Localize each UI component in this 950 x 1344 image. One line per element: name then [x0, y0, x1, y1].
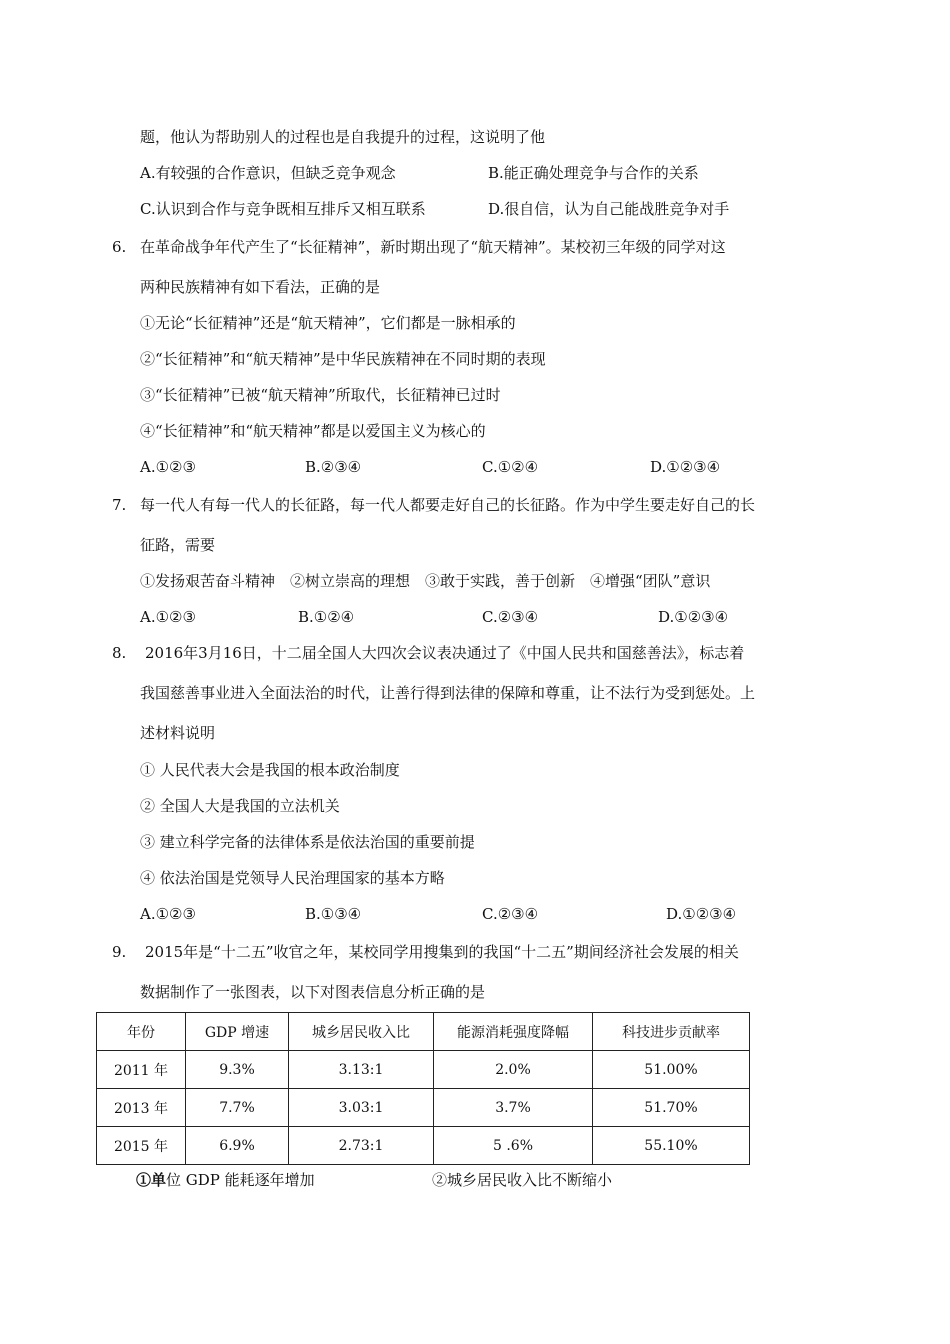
q5-option-d: D.很自信，认为自己能战胜竞争对手: [488, 200, 730, 218]
q6-statement-1: ①无论“长征精神”还是“航天精神”，它们都是一脉相承的: [140, 314, 516, 332]
table-row: [97, 1051, 750, 1089]
q9-stem-line2: 数据制作了一张图表，以下对图表信息分析正确的是: [140, 983, 486, 1001]
q8-statement-2: ② 全国人大是我国的立法机关: [140, 797, 340, 815]
q5-option-a: A.有较强的合作意识，但缺乏竞争观念: [140, 164, 396, 182]
table-header-cell: 城乡居民收入比: [289, 1013, 434, 1051]
q8-option-a: A.①②③: [140, 905, 196, 923]
q5-option-c: C.认识到合作与竞争既相互排斥又相互联系: [140, 200, 426, 218]
q7-statements: ①发扬艰苦奋斗精神 ②树立崇高的理想 ③敢于实践，善于创新 ④增强“团队”意识: [140, 572, 711, 590]
q6-statement-2: ②“长征精神”和“航天精神”是中华民族精神在不同时期的表现: [140, 350, 546, 368]
table-header-cell: 年份: [97, 1013, 186, 1051]
table-cell: 2.73:1: [289, 1127, 434, 1165]
q8-stem-line1: 2016年3月16日，十二届全国人大四次会议表决通过了《中国人民共和国慈善法》，标志着: [145, 644, 745, 662]
table-header-cell: 科技进步贡献率: [593, 1013, 750, 1051]
table-cell: 55.10%: [593, 1127, 750, 1165]
q7-option-b: B.①②④: [298, 608, 355, 626]
q7-stem-line2: 征路，需要: [140, 536, 216, 554]
q8-option-d: D.①②③④: [666, 905, 737, 923]
q8-stem-line3: 述材料说明: [140, 724, 216, 742]
q9-number: 9.: [112, 943, 127, 961]
table-header-row: [97, 1013, 750, 1051]
table-cell: 2.0%: [434, 1051, 593, 1089]
table-cell: 9.3%: [186, 1051, 289, 1089]
q9-statement-1-rest: 位 GDP 能耗逐年增加: [166, 1171, 315, 1189]
q6-number: 6.: [112, 238, 127, 256]
q6-statement-3: ③“长征精神”已被“航天精神”所取代，长征精神已过时: [140, 386, 501, 404]
q7-option-d: D.①②③④: [658, 608, 729, 626]
q6-stem-line2: 两种民族精神有如下看法，正确的是: [140, 278, 381, 296]
q9-stem-line1: 2015年是“十二五”收官之年，某校同学用搜集到的我国“十二五”期间经济社会发展的相关: [145, 943, 739, 961]
table-cell: 51.00%: [593, 1051, 750, 1089]
q6-stem-line1: 在革命战争年代产生了“长征精神”，新时期出现了“航天精神”。某校初三年级的同学对这: [140, 238, 726, 256]
table-cell: 2013 年: [97, 1089, 186, 1127]
table-header-cell: GDP 增速: [186, 1013, 289, 1051]
table-cell: 2011 年: [97, 1051, 186, 1089]
q8-option-b: B.①③④: [305, 905, 362, 923]
q9-data-table: [96, 1012, 750, 1165]
q7-number: 7.: [112, 496, 127, 514]
q5-stem-continuation: 题，他认为帮助别人的过程也是自我提升的过程，这说明了他: [140, 128, 546, 146]
q6-option-a: A.①②③: [140, 458, 196, 476]
q9-statement-1: [136, 1170, 315, 1190]
q5-option-b: B.能正确处理竞争与合作的关系: [488, 164, 699, 182]
q9-statement-1-bold: ①单: [136, 1171, 167, 1189]
q8-option-c: C.②③④: [482, 905, 539, 923]
table-cell: 3.03:1: [289, 1089, 434, 1127]
table-cell: 7.7%: [186, 1089, 289, 1127]
q8-statement-4: ④ 依法治国是党领导人民治理国家的基本方略: [140, 869, 445, 887]
q7-option-a: A.①②③: [140, 608, 196, 626]
q9-statement-2: ②城乡居民收入比不断缩小: [432, 1171, 613, 1189]
table-cell: 6.9%: [186, 1127, 289, 1165]
q6-option-b: B.②③④: [305, 458, 362, 476]
q7-stem-line1: 每一代人有每一代人的长征路，每一代人都要走好自己的长征路。作为中学生要走好自己的长: [140, 496, 756, 514]
table-row: [97, 1089, 750, 1127]
table-cell: 2015 年: [97, 1127, 186, 1165]
q6-option-d: D.①②③④: [650, 458, 721, 476]
table-cell: 5 .6%: [434, 1127, 593, 1165]
q6-statement-4: ④“长征精神”和“航天精神”都是以爱国主义为核心的: [140, 422, 486, 440]
q7-option-c: C.②③④: [482, 608, 539, 626]
q8-statement-1: ① 人民代表大会是我国的根本政治制度: [140, 761, 400, 779]
q6-option-c: C.①②④: [482, 458, 539, 476]
table-cell: 3.13:1: [289, 1051, 434, 1089]
table-cell: 3.7%: [434, 1089, 593, 1127]
q8-stem-line2: 我国慈善事业进入全面法治的时代，让善行得到法律的保障和尊重，让不法行为受到惩处。上: [140, 684, 756, 702]
table-row: [97, 1127, 750, 1165]
q8-statement-3: ③ 建立科学完备的法律体系是依法治国的重要前提: [140, 833, 475, 851]
table-cell: 51.70%: [593, 1089, 750, 1127]
q8-number: 8.: [112, 644, 127, 662]
table-header-cell: 能源消耗强度降幅: [434, 1013, 593, 1051]
